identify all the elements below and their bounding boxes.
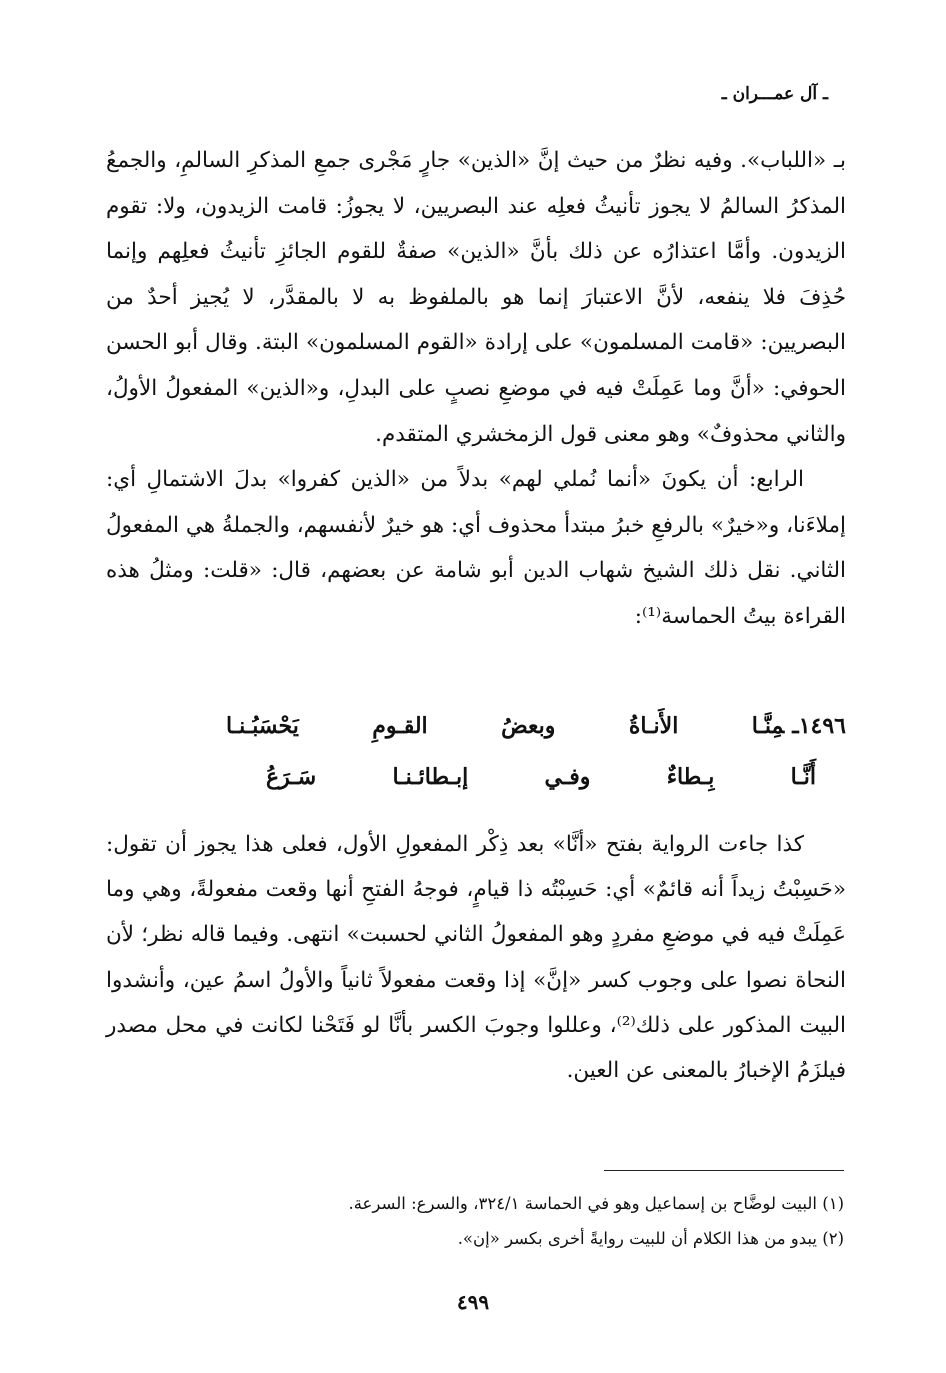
- verse-first-hemistich: [106, 713, 846, 739]
- running-head: ـ آل عمـــران ـ: [721, 84, 828, 104]
- footnote: (٢) يبدو من هذا الكلام أن للبيت روايةً أخرى بكسر «إن».: [457, 1229, 844, 1248]
- paragraph: الرابع: أن يكونَ «أنما نُملي لهم» بدلاً من «الذين كفروا» بدلَ الاشتمالِ أي: إملاءَنا، و«خيرٌ» بالرفعِ خبرُ مبتدأ محذوف أي: هو خيرٌ لأنفسهم، والجملةُ هي المفعولُ الثاني. نقل ذلك الشيخ شهاب الدين أبو شامة عن بعضهم، قال: «قلت: ومثلُ هذه القراءة بيتُ الحماسة⁽¹⁾:: [106, 467, 846, 629]
- verse-word: وبعضُ: [501, 713, 556, 739]
- page-number: ٤٩٩: [456, 1290, 490, 1314]
- footnotes: [104, 1186, 844, 1256]
- verse-word: القـومِ: [372, 713, 428, 739]
- verse-word: إبـطائـنـا: [392, 764, 469, 790]
- main-text-block-2: [106, 822, 846, 1093]
- verse-second-hemistich: [116, 764, 816, 790]
- verse-word: يَحْسَبُـنـا: [226, 713, 299, 739]
- footnote-divider: [604, 1170, 844, 1171]
- main-text-block-1: [106, 138, 846, 640]
- paragraph: كذا جاءت الرواية بفتح «أنَّا» بعد ذِكْر المفعولِ الأول، فعلى هذا يجوز أن تقول: «حَسِبْتُ زيداً أنه قائمٌ» أي: حَسِبْتُه ذا قيامٍ، فوجهُ الفتحِ أنها وقعت مفعولةً، وهي وما عَمِلَتْ فيه في موضعِ مفردٍ وهو المفعولُ الثاني لحسبت» انتهى. وفيما قاله نظر؛ لأن النحاة نصوا على وجوب كسر «إنَّ» إذا وقعت مفعولاً ثانياً والأولُ اسمُ عين، وأنشدوا البيت المذكور على ذلك⁽²⁾، وعللوا وجوبَ الكسر بأنَّا لو فَتَحْنا لكانت في محل مصدر فيلزَمُ الإخبارُ بالمعنى عن العين.: [106, 832, 846, 1084]
- verse-word: مِنَّـا: [751, 713, 785, 739]
- verse-word: بِـطاءٌ: [666, 764, 715, 790]
- verse-number: ١٤٩٦ـ: [792, 713, 846, 739]
- paragraph: بـ «اللباب». وفيه نظرٌ من حيث إنَّ «الذين» جارٍ مَجْرى جمعِ المذكرِ السالمِ، والجمعُ المذكرُ السالمُ لا يجوز تأنيثُ فعلِه عند البصريين، لا يجوزُ: قامت الزيدون، ولا: تقوم الزيدون. وأمَّا اعتذارُه عن ذلك بأنَّ «الذين» صفةٌ للقوم الجائزِ تأنيثُ فعلِهم وإنما حُذِفَ فلا ينفعه، لأنَّ الاعتبارَ إنما هو بالملفوظ به لا بالمقدَّر، لا يُجيز أحدٌ من البصريين: «قامت المسلمون» على إرادة «القوم المسلمون» البتة. وقال أبو الحسن الحوفي: «أنَّ وما عَمِلَتْ فيه في موضعِ نصبٍ على البدلِ، و«الذين» المفعولُ الأولُ، والثاني محذوفٌ» وهو معنى قول الزمخشري المتقدم.: [106, 148, 846, 447]
- footnote: (١) البيت لوضَّاح بن إسماعيل وهو في الحماسة ٣٢٤/١، والسرع: السرعة.: [348, 1194, 844, 1213]
- verse-word: سَـرَعُ: [266, 764, 317, 790]
- verse-word: الأَنـاةُ: [628, 713, 679, 739]
- verse-word: وفـي: [544, 764, 591, 790]
- verse-word: أَنَّـا: [790, 764, 816, 790]
